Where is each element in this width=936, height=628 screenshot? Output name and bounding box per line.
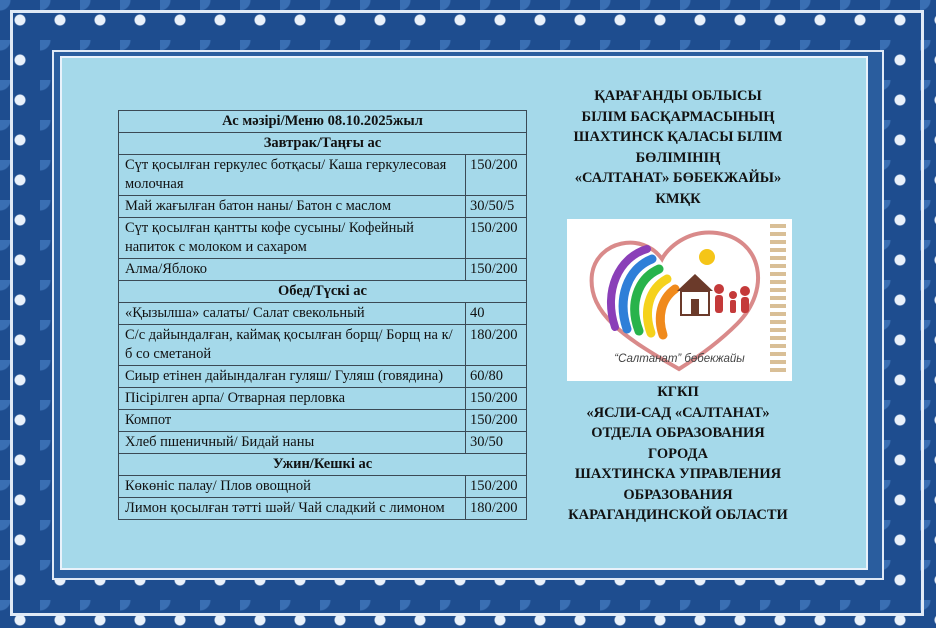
table-row <box>119 111 527 133</box>
table-row <box>119 498 527 520</box>
ornament-strip <box>770 224 786 372</box>
table-row <box>119 325 527 366</box>
dish-name: Компот <box>119 410 466 432</box>
table-row <box>119 218 527 259</box>
dish-name: Пісірілген арпа/ Отварная перловка <box>119 388 466 410</box>
org-kz-line: КМҚК <box>655 190 701 207</box>
org-ru-line: ОТДЕЛА ОБРАЗОВАНИЯ <box>591 425 765 441</box>
table-row <box>119 454 527 476</box>
dish-amount: 60/80 <box>466 366 527 388</box>
org-kz-line: ҚАРАҒАНДЫ ОБЛЫСЫ <box>594 88 762 104</box>
dish-amount: 180/200 <box>466 325 527 366</box>
org-kz-line: ШАХТИНСК ҚАЛАСЫ БІЛІМ <box>573 129 783 145</box>
table-row <box>119 303 527 325</box>
logo-caption: “Салтанат” бөбекжайы <box>614 353 745 365</box>
dish-amount: 30/50 <box>466 432 527 454</box>
org-ru-line: «ЯСЛИ-САД «САЛТАНАТ» <box>586 404 770 421</box>
table-row <box>119 432 527 454</box>
table-row <box>119 155 527 196</box>
org-kz-line: БІЛІМ БАСҚАРМАСЫНЫҢ <box>581 108 775 125</box>
table-row <box>119 259 527 281</box>
dish-name: Хлеб пшеничный/ Бидай наны <box>119 432 466 454</box>
table-row <box>119 281 527 303</box>
dish-amount: 150/200 <box>466 476 527 498</box>
dish-name: Лимон қосылған тәтті шәй/ Чай сладкий с лимоном <box>119 498 466 520</box>
dish-name: С/с дайындалған, каймақ қосылған борщ/ Борщ на к/б со сметаной <box>119 325 466 366</box>
table-row <box>119 196 527 218</box>
section-heading-breakfast: Завтрак/Таңғы ас <box>119 133 527 155</box>
kindergarten-logo <box>567 219 792 381</box>
org-kz-line: «САЛТАНАТ» БӨБЕКЖАЙЫ» <box>574 170 782 186</box>
dish-name: Май жағылған батон наны/ Батон с маслом <box>119 196 466 218</box>
org-ru-line: ГОРОДА <box>648 445 708 462</box>
menu-title: Ас мәзірі/Меню 08.10.2025жыл <box>119 111 527 133</box>
org-ru-line: ОБРАЗОВАНИЯ <box>623 486 733 503</box>
section-heading-dinner: Ужин/Кешкі ас <box>119 454 527 476</box>
dish-name: Сиыр етінен дайындалған гуляш/ Гуляш (говядина) <box>119 366 466 388</box>
dish-name: Сүт қосылған геркулес ботқасы/ Каша геркулесовая молочная <box>119 155 466 196</box>
table-row <box>119 476 527 498</box>
dish-name: Сүт қосылған қантты кофе сусыны/ Кофейный напиток с молоком и сахаром <box>119 218 466 259</box>
table-row <box>119 366 527 388</box>
org-ru-line: КАРАГАНДИНСКОЙ ОБЛАСТИ <box>568 507 788 523</box>
table-row <box>119 388 527 410</box>
dish-amount: 30/50/5 <box>466 196 527 218</box>
dish-amount: 150/200 <box>466 155 527 196</box>
dish-amount: 180/200 <box>466 498 527 520</box>
organization-name-kz <box>560 86 796 209</box>
dish-amount: 150/200 <box>466 388 527 410</box>
dish-name: Алма/Яблоко <box>119 259 466 281</box>
table-row <box>119 133 527 155</box>
dish-name: «Қызылша» салаты/ Салат свекольный <box>119 303 466 325</box>
org-ru-line: ШАХТИНСКА УПРАВЛЕНИЯ <box>574 466 782 482</box>
dish-name: Көкөніс палау/ Плов овощной <box>119 476 466 498</box>
menu-table <box>118 110 527 520</box>
section-heading-lunch: Обед/Түскі ас <box>119 281 527 303</box>
dish-amount: 40 <box>466 303 527 325</box>
org-kz-line: БӨЛІМІНІҢ <box>635 149 721 166</box>
org-ru-line: КГКП <box>657 384 699 400</box>
table-row <box>119 410 527 432</box>
dish-amount: 150/200 <box>466 259 527 281</box>
dish-amount: 150/200 <box>466 410 527 432</box>
dish-amount: 150/200 <box>466 218 527 259</box>
organization-name-ru <box>560 382 796 526</box>
